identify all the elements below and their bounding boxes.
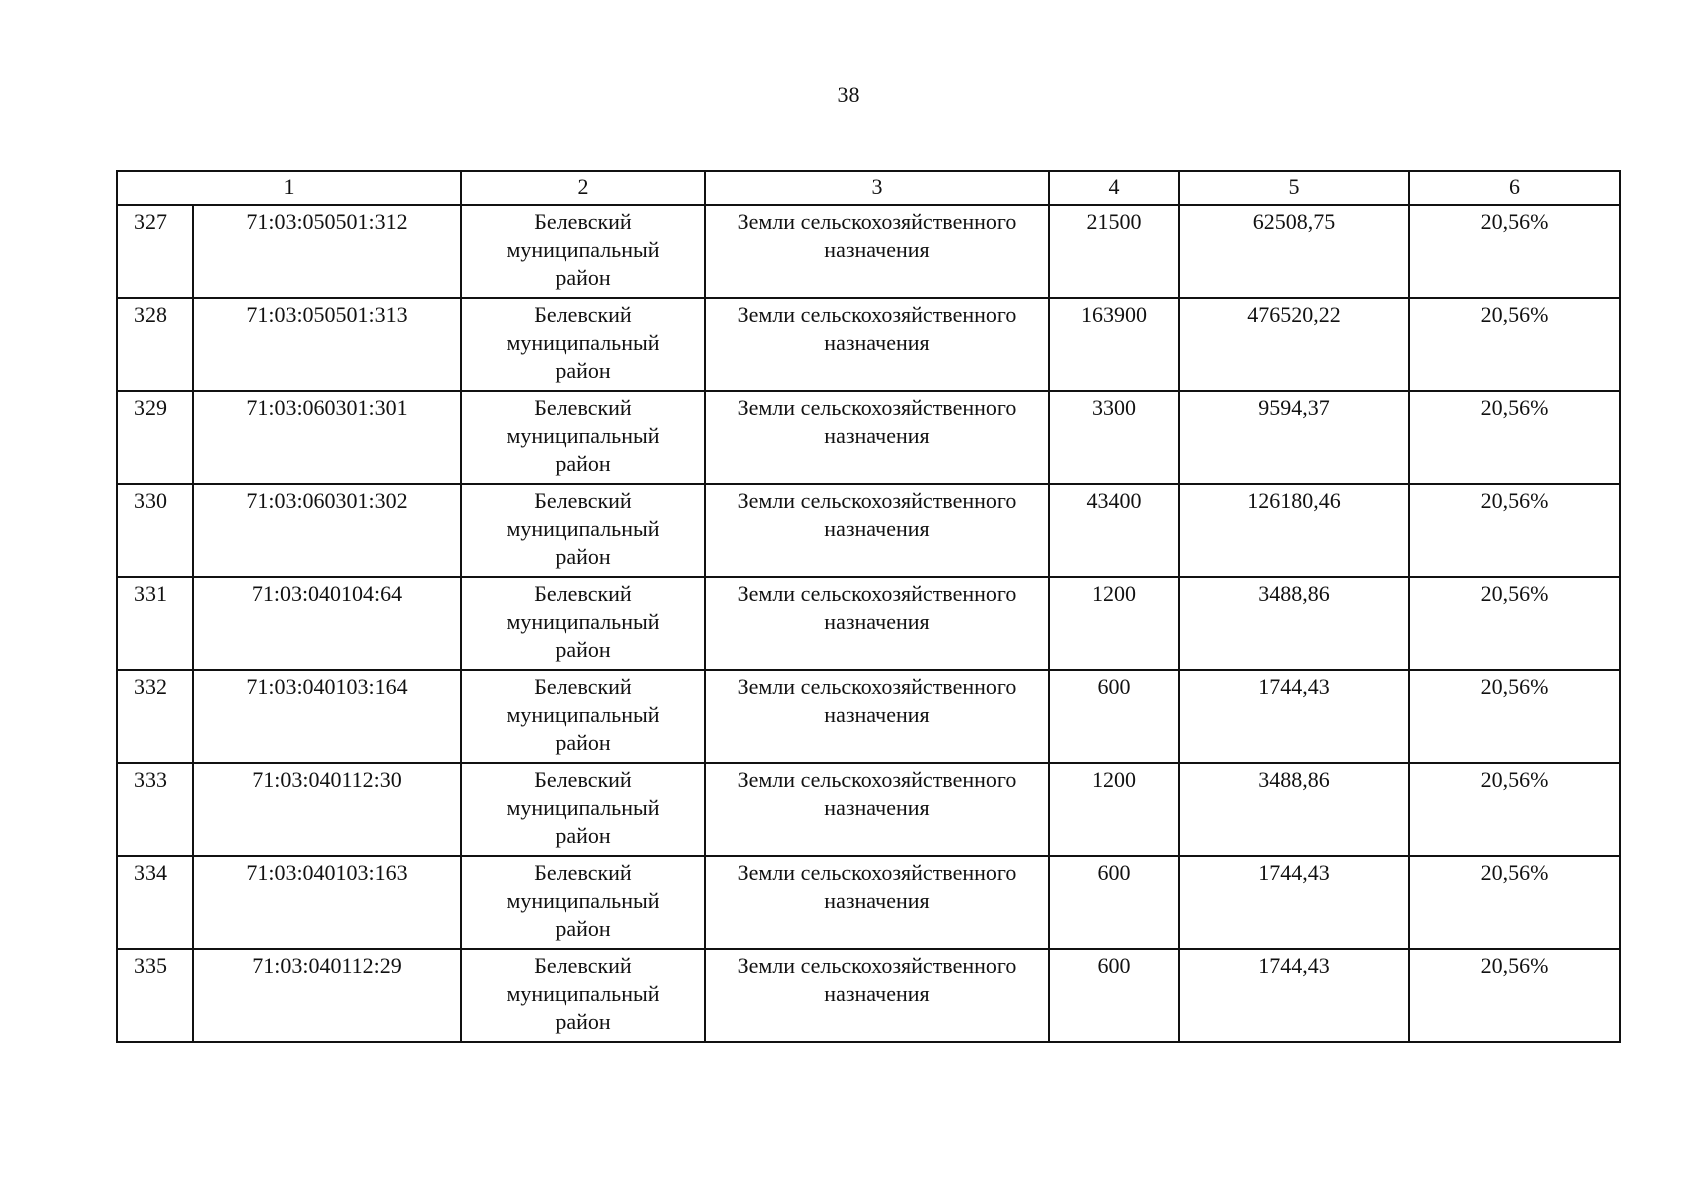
rate-cell: 20,56% [1409,856,1620,949]
land-category-cell-line: назначения [824,330,930,355]
land-category-cell-line: Земли сельскохозяйственного [737,767,1017,792]
area-cell: 600 [1049,949,1179,1042]
district-cell-line: муниципальный [506,702,660,727]
land-category-cell-line: Земли сельскохозяйственного [737,674,1017,699]
area-cell: 600 [1049,670,1179,763]
district-cell-line: муниципальный [506,237,660,262]
cadastral-number-cell: 71:03:040112:30 [193,763,461,856]
rate-cell: 20,56% [1409,205,1620,298]
land-category-cell [705,856,1049,949]
district-cell-line: район [555,544,611,569]
district-cell-line: район [555,451,611,476]
district-cell [461,670,705,763]
row-number-cell: 329 [117,391,193,484]
land-category-cell [705,391,1049,484]
cadastral-value-cell: 1744,43 [1179,949,1409,1042]
cadastral-number-cell: 71:03:040103:164 [193,670,461,763]
district-cell [461,763,705,856]
area-cell: 600 [1049,856,1179,949]
district-cell-line: Белевский [534,953,632,978]
row-number-cell: 330 [117,484,193,577]
land-category-cell-line: назначения [824,516,930,541]
area-cell: 1200 [1049,763,1179,856]
cadastral-value-cell: 3488,86 [1179,577,1409,670]
cadastral-number-cell: 71:03:060301:302 [193,484,461,577]
area-cell: 1200 [1049,577,1179,670]
table-row [117,949,1620,1042]
table-row [117,763,1620,856]
land-category-cell [705,484,1049,577]
district-cell [461,577,705,670]
district-cell-line: район [555,730,611,755]
district-cell-line: Белевский [534,488,632,513]
row-number-cell: 332 [117,670,193,763]
cadastral-value-cell: 1744,43 [1179,670,1409,763]
district-cell-line: муниципальный [506,795,660,820]
row-number-cell: 327 [117,205,193,298]
district-cell-line: муниципальный [506,609,660,634]
district-cell [461,298,705,391]
column-header-5: 5 [1179,171,1409,205]
land-category-cell [705,949,1049,1042]
district-cell-line: Белевский [534,209,632,234]
table-row [117,391,1620,484]
land-category-cell-line: Земли сельскохозяйственного [737,302,1017,327]
district-cell-line: муниципальный [506,516,660,541]
district-cell-line: Белевский [534,395,632,420]
cadastral-value-cell: 62508,75 [1179,205,1409,298]
column-header-1: 1 [117,171,461,205]
rate-cell: 20,56% [1409,391,1620,484]
column-header-4: 4 [1049,171,1179,205]
row-number-cell: 331 [117,577,193,670]
cadastral-value-cell: 476520,22 [1179,298,1409,391]
rate-cell: 20,56% [1409,763,1620,856]
land-category-cell [705,763,1049,856]
area-cell: 21500 [1049,205,1179,298]
district-cell-line: муниципальный [506,888,660,913]
table-row [117,670,1620,763]
land-category-cell-line: Земли сельскохозяйственного [737,488,1017,513]
table-header [117,171,1620,205]
land-category-cell-line: назначения [824,888,930,913]
land-category-cell-line: назначения [824,237,930,262]
district-cell [461,856,705,949]
district-cell-line: Белевский [534,767,632,792]
land-category-cell-line: назначения [824,423,930,448]
cadastral-number-cell: 71:03:040103:163 [193,856,461,949]
district-cell-line: район [555,916,611,941]
column-header-3: 3 [705,171,1049,205]
cadastral-value-cell: 1744,43 [1179,856,1409,949]
district-cell-line: муниципальный [506,423,660,448]
column-header-6: 6 [1409,171,1620,205]
district-cell-line: Белевский [534,674,632,699]
table-body [117,205,1620,1042]
district-cell [461,205,705,298]
cadastral-value-cell: 9594,37 [1179,391,1409,484]
page-number: 38 [837,82,860,107]
district-cell [461,949,705,1042]
land-category-cell [705,205,1049,298]
land-category-cell-line: назначения [824,702,930,727]
area-cell: 43400 [1049,484,1179,577]
column-header-2: 2 [461,171,705,205]
land-category-cell [705,577,1049,670]
district-cell-line: район [555,265,611,290]
land-category-cell-line: Земли сельскохозяйственного [737,581,1017,606]
cadastral-number-cell: 71:03:050501:312 [193,205,461,298]
district-cell-line: район [555,823,611,848]
district-cell [461,484,705,577]
row-number-cell: 334 [117,856,193,949]
district-cell [461,391,705,484]
land-category-cell-line: назначения [824,981,930,1006]
district-cell-line: район [555,358,611,383]
land-category-cell-line: назначения [824,795,930,820]
cadastral-number-cell: 71:03:050501:313 [193,298,461,391]
table-row [117,856,1620,949]
rate-cell: 20,56% [1409,577,1620,670]
header-row [117,171,1620,205]
rate-cell: 20,56% [1409,484,1620,577]
area-cell: 163900 [1049,298,1179,391]
land-category-cell-line: Земли сельскохозяйственного [737,953,1017,978]
land-category-cell [705,298,1049,391]
table-row [117,484,1620,577]
district-cell-line: район [555,1009,611,1034]
land-category-cell-line: Земли сельскохозяйственного [737,860,1017,885]
table-row [117,298,1620,391]
rate-cell: 20,56% [1409,670,1620,763]
row-number-cell: 335 [117,949,193,1042]
land-category-cell-line: назначения [824,609,930,634]
land-plots-table [116,170,1621,1043]
land-category-cell-line: Земли сельскохозяйственного [737,209,1017,234]
cadastral-value-cell: 126180,46 [1179,484,1409,577]
cadastral-value-cell: 3488,86 [1179,763,1409,856]
area-cell: 3300 [1049,391,1179,484]
land-category-cell-line: Земли сельскохозяйственного [737,395,1017,420]
rate-cell: 20,56% [1409,949,1620,1042]
district-cell-line: муниципальный [506,981,660,1006]
district-cell-line: Белевский [534,860,632,885]
land-category-cell [705,670,1049,763]
district-cell-line: район [555,637,611,662]
row-number-cell: 333 [117,763,193,856]
cadastral-number-cell: 71:03:040112:29 [193,949,461,1042]
district-cell-line: Белевский [534,581,632,606]
table-row [117,205,1620,298]
rate-cell: 20,56% [1409,298,1620,391]
table-row [117,577,1620,670]
district-cell-line: муниципальный [506,330,660,355]
row-number-cell: 328 [117,298,193,391]
district-cell-line: Белевский [534,302,632,327]
cadastral-number-cell: 71:03:040104:64 [193,577,461,670]
cadastral-number-cell: 71:03:060301:301 [193,391,461,484]
